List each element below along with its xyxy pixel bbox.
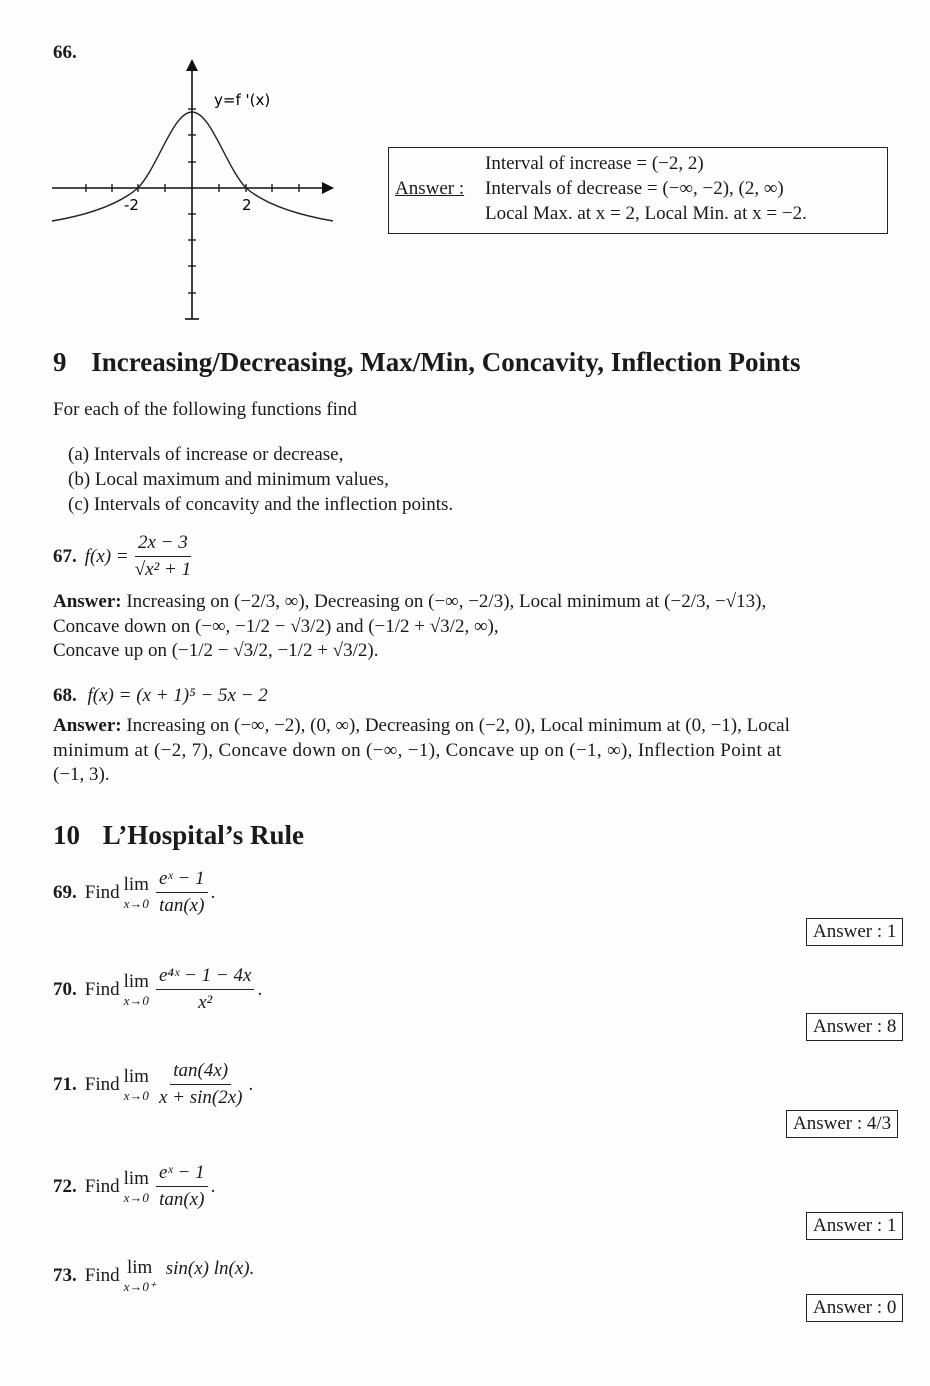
section-number: 10 xyxy=(53,820,80,850)
period: . xyxy=(257,978,263,1000)
denominator: x + sin(2x) xyxy=(158,1087,243,1108)
find-word: Find xyxy=(84,1073,120,1095)
find-word: Find xyxy=(84,1264,120,1286)
answer-label: Answer: xyxy=(53,591,122,612)
find-word: Find xyxy=(84,978,120,1000)
answer-67 xyxy=(53,590,913,664)
denominator: x² xyxy=(198,992,213,1013)
limit-operator xyxy=(124,1067,149,1102)
problem-number: 67. xyxy=(53,545,77,567)
answer-box: Answer : 1 xyxy=(806,918,903,946)
answer-line: Intervals of decrease = (−∞, −2), (2, ∞) xyxy=(485,178,784,199)
answer-box: Answer : 4/3 xyxy=(786,1110,898,1138)
answer-label: Answer: xyxy=(53,715,122,736)
section-intro: For each of the following functions find xyxy=(53,399,357,420)
section-title: L’Hospital’s Rule xyxy=(102,820,305,850)
answer-line: Concave up on (−1/2 − √3/2, −1/2 + √3/2). xyxy=(53,640,379,661)
section-number: 9 xyxy=(53,347,67,377)
function: f(x) = (x + 1)⁵ − 5x − 2 xyxy=(87,685,268,706)
numerator: e⁴ˣ − 1 − 4x xyxy=(156,965,254,990)
lim-subscript: x→0 xyxy=(123,1088,149,1103)
problem-number: 70. xyxy=(53,978,77,1000)
section-title: Increasing/Decreasing, Max/Min, Concavity, Inflection Points xyxy=(91,347,801,377)
function-prefix: f(x) = xyxy=(84,545,129,567)
answer-line: minimum at (−2, 7), Concave down on (−∞, −1), Concave up on (−1, ∞), Inflection Point at xyxy=(53,739,782,761)
lim-text: lim xyxy=(123,1066,149,1087)
problem-number: 71. xyxy=(53,1073,77,1095)
tick-label-pos: 2 xyxy=(242,196,252,214)
x-axis-arrow xyxy=(322,182,334,194)
limit-fraction xyxy=(156,1060,246,1109)
period: . xyxy=(210,881,216,903)
problem-67 xyxy=(53,532,197,581)
period: . xyxy=(210,1175,216,1197)
curve-label: y=f '(x) xyxy=(214,91,271,109)
numerator: eˣ − 1 xyxy=(156,868,208,893)
answer-box: Answer : 8 xyxy=(806,1013,903,1041)
answer-box-66 xyxy=(388,147,888,234)
numerator: tan(4x) xyxy=(170,1060,231,1085)
find-word: Find xyxy=(84,1175,120,1197)
answer-line: Increasing on (−2/3, ∞), Decreasing on (−∞, −2/3), Local minimum at (−2/3, −√13), xyxy=(121,591,767,612)
limit-fraction xyxy=(156,868,208,917)
limit-operator xyxy=(124,875,149,910)
answer-68 xyxy=(53,714,913,788)
numerator: eˣ − 1 xyxy=(156,1162,208,1187)
problem-number: 73. xyxy=(53,1264,77,1286)
problem-68 xyxy=(53,685,268,707)
tick-label-neg: -2 xyxy=(124,196,139,214)
answer-line: Interval of increase = (−2, 2) xyxy=(485,153,704,174)
denominator: tan(x) xyxy=(159,895,205,916)
lim-text: lim xyxy=(123,874,149,895)
list-item: (a) Intervals of increase or decrease, xyxy=(68,444,344,465)
lim-subscript: x→0 xyxy=(123,1190,149,1205)
limit-fraction xyxy=(156,1162,208,1211)
problem-number: 68. xyxy=(53,685,77,706)
problem-number: 69. xyxy=(53,881,77,903)
answer-label: Answer : xyxy=(395,178,465,199)
limit-problem xyxy=(53,965,262,1014)
problem-number: 66. xyxy=(53,42,77,63)
lim-subscript: x→0 xyxy=(123,993,149,1008)
period: . xyxy=(248,1073,254,1095)
answer-line: Local Max. at x = 2, Local Min. at x = −2. xyxy=(485,203,807,224)
answer-line: Increasing on (−∞, −2), (0, ∞), Decreasing on (−2, 0), Local minimum at (0, −1), Local xyxy=(121,715,790,736)
y-axis-arrow xyxy=(186,59,198,71)
lim-subscript: x→0⁺ xyxy=(123,1279,156,1294)
lim-subscript: x→0 xyxy=(123,896,149,911)
answer-box: Answer : 1 xyxy=(806,1212,903,1240)
section-heading xyxy=(53,820,304,851)
find-word: Find xyxy=(84,881,120,903)
limit-expression: sin(x) ln(x). xyxy=(165,1257,255,1279)
numerator: 2x − 3 xyxy=(135,532,191,557)
answer-line: Concave down on (−∞, −1/2 − √3/2) and (−1/2 + √3/2, ∞), xyxy=(53,615,499,637)
derivative-graph xyxy=(48,55,343,325)
denominator: tan(x) xyxy=(159,1189,205,1210)
answer-line: (−1, 3). xyxy=(53,764,110,785)
limit-problem xyxy=(53,868,215,917)
limit-problem xyxy=(53,1162,215,1211)
limit-operator xyxy=(124,1258,156,1293)
function-fraction xyxy=(132,532,194,581)
denominator: √x² + 1 xyxy=(134,559,192,580)
list-item: (b) Local maximum and minimum values, xyxy=(68,469,389,490)
lim-text: lim xyxy=(123,971,149,992)
limit-operator xyxy=(124,972,149,1007)
problem-number: 72. xyxy=(53,1175,77,1197)
limit-operator xyxy=(124,1169,149,1204)
lim-text: lim xyxy=(123,1168,149,1189)
answer-box: Answer : 0 xyxy=(806,1294,903,1322)
limit-problem xyxy=(53,1258,254,1293)
lim-text: lim xyxy=(127,1257,153,1278)
section-heading xyxy=(53,347,800,378)
limit-problem xyxy=(53,1060,253,1109)
limit-fraction xyxy=(156,965,254,1014)
list-item: (c) Intervals of concavity and the inflection points. xyxy=(68,494,454,515)
